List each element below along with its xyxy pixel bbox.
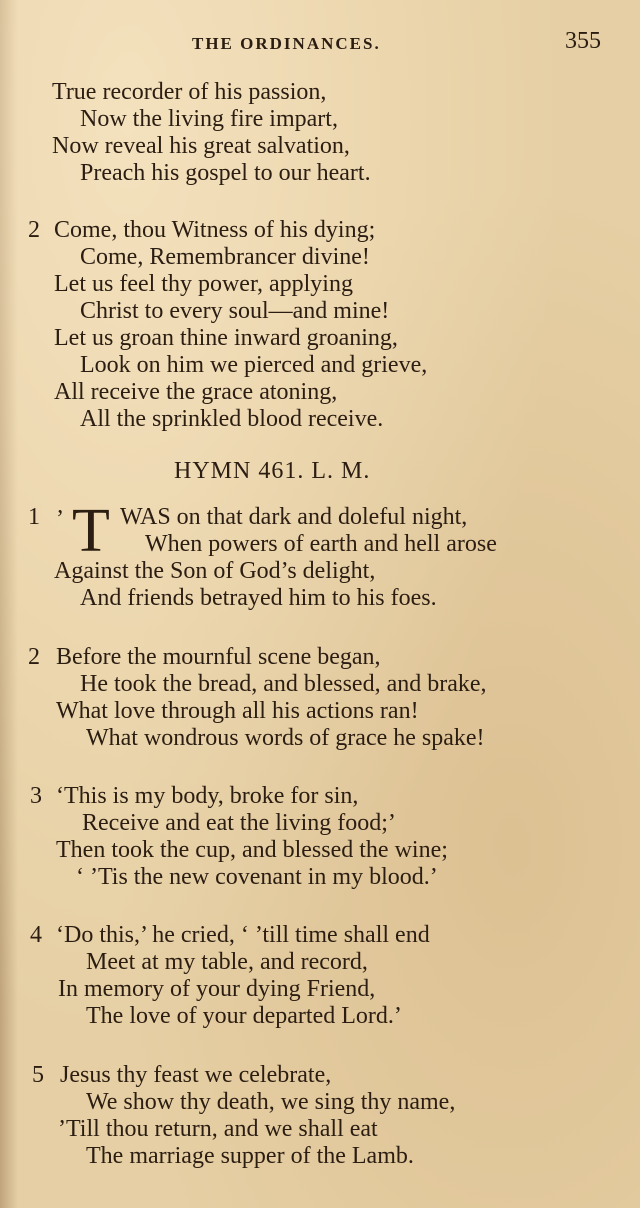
verse-line: Now the living fire impart, xyxy=(80,106,338,132)
verse-line: ‘This is my body, broke for sin, xyxy=(56,783,359,809)
verse-line: Let us feel thy power, applying xyxy=(54,271,353,297)
hymn-title: HYMN 461. L. M. xyxy=(174,458,371,484)
verse-line: Come, thou Witness of his dying; xyxy=(54,217,376,243)
page-number: 355 xyxy=(565,28,601,54)
verse-line: True recorder of his passion, xyxy=(52,79,327,105)
drop-cap: T xyxy=(72,497,110,565)
verse-line: Jesus thy feast we celebrate, xyxy=(60,1062,332,1088)
verse-line: All receive the grace atoning, xyxy=(54,379,338,405)
verse-line: Christ to every soul—and mine! xyxy=(80,298,390,324)
verse-line: What love through all his actions ran! xyxy=(56,698,419,724)
verse-line: Against the Son of God’s delight, xyxy=(54,558,376,584)
verse-number: 3 xyxy=(30,783,42,809)
verse-line: All the sprinkled blood receive. xyxy=(80,406,384,432)
verse-line: In memory of your dying Friend, xyxy=(58,976,376,1002)
verse-line: ‘ ’Tis the new covenant in my blood.’ xyxy=(76,864,438,890)
verse-line: We show thy death, we sing thy name, xyxy=(86,1089,456,1115)
verse-line: Receive and eat the living food;’ xyxy=(82,810,396,836)
verse-line: He took the bread, and blessed, and brake, xyxy=(80,671,487,697)
verse-line: ‘Do this,’ he cried, ‘ ’till time shall end xyxy=(56,922,430,948)
verse-number: 4 xyxy=(30,922,42,948)
verse-line: What wondrous words of grace he spake! xyxy=(86,725,485,751)
verse-line: Come, Remembrancer divine! xyxy=(80,244,370,270)
verse-line: WAS on that dark and doleful night, xyxy=(120,504,468,530)
verse-line: Before the mournful scene began, xyxy=(56,644,381,670)
verse-line: The marriage supper of the Lamb. xyxy=(86,1143,414,1169)
verse-line: ’Till thou return, and we shall eat xyxy=(58,1116,378,1142)
page-header xyxy=(0,28,640,58)
verse-line: The love of your departed Lord.’ xyxy=(86,1003,402,1029)
verse-line: Let us groan thine inward groaning, xyxy=(54,325,398,351)
verse-line: Preach his gospel to our heart. xyxy=(80,160,371,186)
verse-line: Then took the cup, and blessed the wine; xyxy=(56,837,448,863)
verse-line: When powers of earth and hell arose xyxy=(145,531,497,557)
verse-line: And friends betrayed him to his foes. xyxy=(80,585,437,611)
verse-line: Now reveal his great salvation, xyxy=(52,133,350,159)
running-head: THE ORDINANCES. xyxy=(192,34,381,53)
opening-apostrophe: ’ xyxy=(56,506,64,532)
verse-line: Meet at my table, and record, xyxy=(86,949,368,975)
verse-number: 1 xyxy=(28,504,40,530)
verse-number: 5 xyxy=(32,1062,44,1088)
verse-line: Look on him we pierced and grieve, xyxy=(80,352,428,378)
stanza-number: 2 xyxy=(28,217,40,243)
verse-number: 2 xyxy=(28,644,40,670)
